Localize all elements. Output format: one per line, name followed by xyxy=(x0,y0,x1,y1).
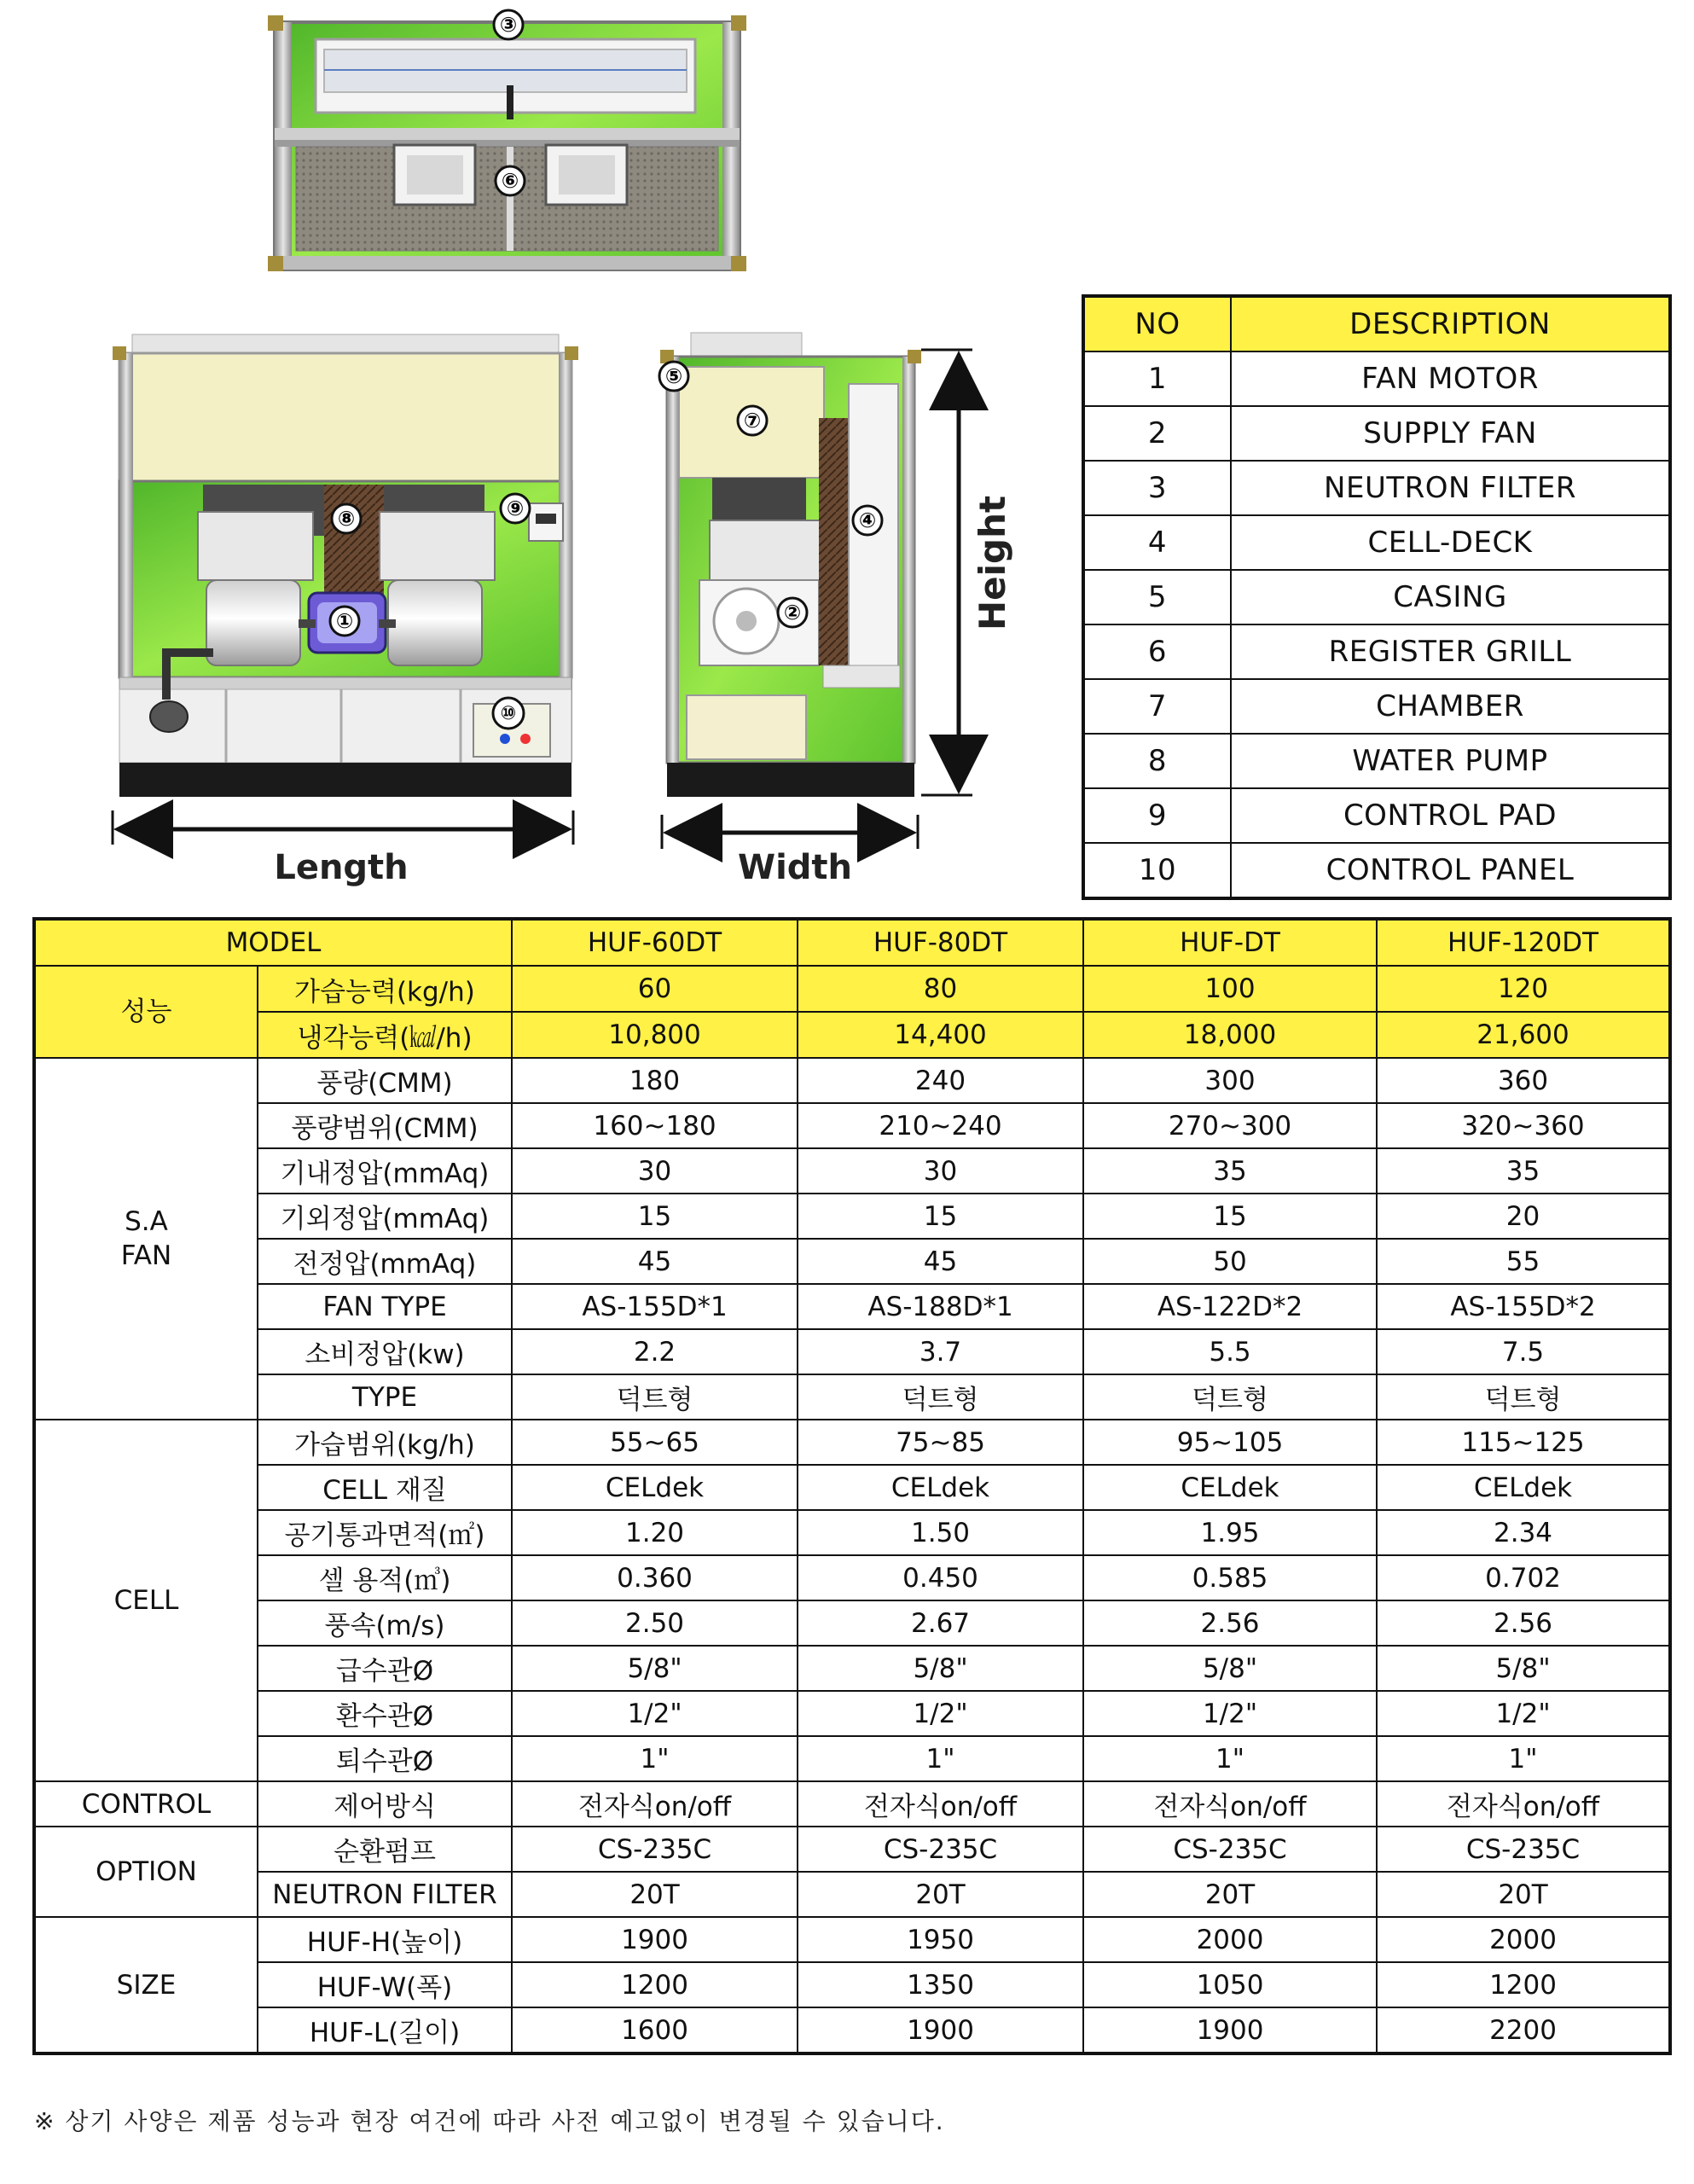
callout-3 xyxy=(494,10,523,39)
spec-value: 2.34 xyxy=(1377,1510,1670,1555)
svg-text:Length: Length xyxy=(274,848,409,887)
legend-row xyxy=(1083,570,1670,624)
spec-table-body xyxy=(34,919,1670,2053)
spec-row xyxy=(34,1239,1670,1284)
legend-description: NEUTRON FILTER xyxy=(1231,461,1670,515)
spec-value: 55~65 xyxy=(512,1420,798,1465)
spec-value: 15 xyxy=(512,1194,798,1239)
callout-7 xyxy=(738,406,767,435)
group-label: S.A FAN xyxy=(120,1206,172,1271)
spec-value: 80 xyxy=(798,966,1083,1012)
callout-4 xyxy=(853,506,882,535)
spec-value: CELdek xyxy=(798,1465,1083,1510)
spec-value: 180 xyxy=(512,1058,798,1103)
model-header-row xyxy=(34,919,1670,966)
spec-row xyxy=(34,1691,1670,1736)
spec-value: 1350 xyxy=(798,1962,1083,2007)
spec-value: 5/8" xyxy=(798,1646,1083,1691)
legend-description: CASING xyxy=(1231,570,1670,624)
spec-value: 240 xyxy=(798,1058,1083,1103)
spec-row-label: 퇴수관Ø xyxy=(258,1736,512,1781)
spec-value: 2.56 xyxy=(1377,1600,1670,1646)
spec-row xyxy=(34,1374,1670,1420)
model-name: HUF-120DT xyxy=(1377,919,1670,966)
svg-text:⑥: ⑥ xyxy=(501,169,519,193)
spec-value: 2.67 xyxy=(798,1600,1083,1646)
spec-value: CELdek xyxy=(1083,1465,1377,1510)
spec-row xyxy=(34,1194,1670,1239)
spec-value: 60 xyxy=(512,966,798,1012)
spec-row-label: HUF-L(길이) xyxy=(258,2007,512,2053)
model-label: MODEL xyxy=(34,919,512,966)
spec-row-label: 풍량범위(CMM) xyxy=(258,1103,512,1148)
svg-text:⑧: ⑧ xyxy=(337,507,356,531)
component-legend-table xyxy=(1082,294,1672,900)
spec-value: 전자식on/off xyxy=(512,1781,798,1827)
legend-description: CHAMBER xyxy=(1231,679,1670,734)
callout-6 xyxy=(496,166,525,195)
model-name: HUF-60DT xyxy=(512,919,798,966)
legend-no: 5 xyxy=(1083,570,1231,624)
spec-value: 21,600 xyxy=(1377,1012,1670,1058)
spec-row-label: 급수관Ø xyxy=(258,1646,512,1691)
spec-value: 20T xyxy=(512,1872,798,1917)
spec-value: 1/2" xyxy=(1377,1691,1670,1736)
legend-row xyxy=(1083,734,1670,788)
spec-value: 100 xyxy=(1083,966,1377,1012)
callout-5 xyxy=(659,362,688,391)
spec-value: 1" xyxy=(1083,1736,1377,1781)
spec-row xyxy=(34,1284,1670,1329)
spec-value: 1" xyxy=(798,1736,1083,1781)
spec-value: 1" xyxy=(1377,1736,1670,1781)
legend-description: FAN MOTOR xyxy=(1231,351,1670,406)
group-label: 성능 xyxy=(120,996,172,1027)
spec-value: 1/2" xyxy=(798,1691,1083,1736)
spec-row-label: 가습범위(kg/h) xyxy=(258,1420,512,1465)
spec-row xyxy=(34,1827,1670,1872)
spec-row-label: HUF-H(높이) xyxy=(258,1917,512,1962)
spec-row xyxy=(34,1646,1670,1691)
svg-text:Width: Width xyxy=(737,848,853,887)
spec-value: 35 xyxy=(1083,1148,1377,1194)
model-name: HUF-DT xyxy=(1083,919,1377,966)
legend-no: 6 xyxy=(1083,624,1231,679)
group-size xyxy=(34,1917,258,2053)
legend-no: 7 xyxy=(1083,679,1231,734)
legend-no: 10 xyxy=(1083,843,1231,898)
legend-description: CELL-DECK xyxy=(1231,515,1670,570)
spec-value: 1200 xyxy=(512,1962,798,2007)
group-label: CONTROL xyxy=(81,1788,212,1820)
spec-value: AS-188D*1 xyxy=(798,1284,1083,1329)
spec-value: 2200 xyxy=(1377,2007,1670,2053)
legend-description: CONTROL PAD xyxy=(1231,788,1670,843)
spec-value: 5/8" xyxy=(512,1646,798,1691)
spec-row-label: TYPE xyxy=(258,1374,512,1420)
spec-value: 45 xyxy=(798,1239,1083,1284)
svg-text:Height: Height xyxy=(972,495,1013,631)
group-label: CELL xyxy=(113,1585,179,1616)
spec-value: 20T xyxy=(798,1872,1083,1917)
spec-value: 1/2" xyxy=(512,1691,798,1736)
callout-1 xyxy=(330,607,359,636)
spec-value: CS-235C xyxy=(798,1827,1083,1872)
spec-value: 14,400 xyxy=(798,1012,1083,1058)
spec-value: 1200 xyxy=(1377,1962,1670,2007)
spec-value: 1600 xyxy=(512,2007,798,2053)
group-label: SIZE xyxy=(116,1969,177,2001)
spec-row xyxy=(34,1329,1670,1374)
spec-value: 1.50 xyxy=(798,1510,1083,1555)
svg-text:④: ④ xyxy=(858,508,877,532)
spec-row-label: 셀 용적(㎥) xyxy=(258,1555,512,1600)
spec-value: 0.702 xyxy=(1377,1555,1670,1600)
svg-text:⑦: ⑦ xyxy=(743,409,762,433)
spec-row-label: NEUTRON FILTER xyxy=(258,1872,512,1917)
spec-row-label: 풍량(CMM) xyxy=(258,1058,512,1103)
legend-header-no: NO xyxy=(1083,296,1231,351)
spec-row xyxy=(34,1510,1670,1555)
spec-value: 0.450 xyxy=(798,1555,1083,1600)
spec-value: 1" xyxy=(512,1736,798,1781)
svg-text:⑤: ⑤ xyxy=(664,364,683,388)
svg-text:⑩: ⑩ xyxy=(500,703,517,724)
spec-value: CS-235C xyxy=(512,1827,798,1872)
spec-value: 덕트형 xyxy=(1377,1374,1670,1420)
spec-value: 2.50 xyxy=(512,1600,798,1646)
spec-value: 95~105 xyxy=(1083,1420,1377,1465)
spec-value: AS-122D*2 xyxy=(1083,1284,1377,1329)
legend-row xyxy=(1083,624,1670,679)
spec-value: 20 xyxy=(1377,1194,1670,1239)
spec-value: 35 xyxy=(1377,1148,1670,1194)
spec-value: 270~300 xyxy=(1083,1103,1377,1148)
legend-row xyxy=(1083,788,1670,843)
spec-value: AS-155D*2 xyxy=(1377,1284,1670,1329)
width-dimension xyxy=(662,815,918,887)
group-performance xyxy=(34,966,258,1058)
spec-value: 2000 xyxy=(1083,1917,1377,1962)
spec-row-label: HUF-W(폭) xyxy=(258,1962,512,2007)
spec-row-label: 가습능력(kg/h) xyxy=(258,966,512,1012)
spec-value: 3.7 xyxy=(798,1329,1083,1374)
spec-row-label: 순환펌프 xyxy=(258,1827,512,1872)
spec-value: 75~85 xyxy=(798,1420,1083,1465)
spec-row xyxy=(34,966,1670,1012)
spec-value: CELdek xyxy=(512,1465,798,1510)
spec-value: 2000 xyxy=(1377,1917,1670,1962)
spec-value: CS-235C xyxy=(1083,1827,1377,1872)
spec-value: 0.360 xyxy=(512,1555,798,1600)
spec-row-label: 기외정압(mmAq) xyxy=(258,1194,512,1239)
legend-no: 4 xyxy=(1083,515,1231,570)
height-dimension xyxy=(921,350,1013,795)
spec-row xyxy=(34,1600,1670,1646)
spec-value: 5/8" xyxy=(1377,1646,1670,1691)
callout-10 xyxy=(493,698,524,729)
spec-value: 전자식on/off xyxy=(1377,1781,1670,1827)
spec-value: 55 xyxy=(1377,1239,1670,1284)
spec-row-label: CELL 재질 xyxy=(258,1465,512,1510)
spec-value: 1900 xyxy=(512,1917,798,1962)
spec-value: 1950 xyxy=(798,1917,1083,1962)
legend-row xyxy=(1083,679,1670,734)
legend-no: 2 xyxy=(1083,406,1231,461)
spec-value: 1.20 xyxy=(512,1510,798,1555)
spec-value: 320~360 xyxy=(1377,1103,1670,1148)
svg-text:①: ① xyxy=(335,609,354,633)
legend-no: 8 xyxy=(1083,734,1231,788)
spec-value: 210~240 xyxy=(798,1103,1083,1148)
spec-value: 15 xyxy=(1083,1194,1377,1239)
side-view-unit xyxy=(660,333,921,797)
spec-value: 7.5 xyxy=(1377,1329,1670,1374)
spec-value: 2.2 xyxy=(512,1329,798,1374)
group-cell xyxy=(34,1420,258,1781)
spec-value: 18,000 xyxy=(1083,1012,1377,1058)
legend-no: 1 xyxy=(1083,351,1231,406)
spec-row-label: 환수관Ø xyxy=(258,1691,512,1736)
spec-value: 0.585 xyxy=(1083,1555,1377,1600)
spec-row xyxy=(34,1148,1670,1194)
group-sa-fan xyxy=(34,1058,258,1420)
spec-value: CS-235C xyxy=(1377,1827,1670,1872)
model-name: HUF-80DT xyxy=(798,919,1083,966)
legend-row xyxy=(1083,843,1670,898)
legend-description: WATER PUMP xyxy=(1231,734,1670,788)
spec-row-label: 제어방식 xyxy=(258,1781,512,1827)
spec-value: 1900 xyxy=(1083,2007,1377,2053)
spec-value: 2.56 xyxy=(1083,1600,1377,1646)
top-view-unit xyxy=(268,15,746,271)
spec-row-label: FAN TYPE xyxy=(258,1284,512,1329)
spec-value: 덕트형 xyxy=(512,1374,798,1420)
spec-value: CELdek xyxy=(1377,1465,1670,1510)
group-label: OPTION xyxy=(96,1856,197,1887)
spec-value: AS-155D*1 xyxy=(512,1284,798,1329)
spec-value: 10,800 xyxy=(512,1012,798,1058)
legend-header-description: DESCRIPTION xyxy=(1231,296,1670,351)
spec-value: 15 xyxy=(798,1194,1083,1239)
spec-value: 300 xyxy=(1083,1058,1377,1103)
spec-value: 30 xyxy=(798,1148,1083,1194)
callout-2 xyxy=(778,598,807,627)
spec-value: 1900 xyxy=(798,2007,1083,2053)
spec-value: 1050 xyxy=(1083,1962,1377,2007)
legend-description: SUPPLY FAN xyxy=(1231,406,1670,461)
spec-row xyxy=(34,1555,1670,1600)
spec-row xyxy=(34,1103,1670,1148)
spec-value: 20T xyxy=(1083,1872,1377,1917)
spec-value: 1/2" xyxy=(1083,1691,1377,1736)
spec-value: 덕트형 xyxy=(798,1374,1083,1420)
callout-9 xyxy=(501,494,530,523)
legend-description: REGISTER GRILL xyxy=(1231,624,1670,679)
spec-row xyxy=(34,1420,1670,1465)
legend-description: CONTROL PANEL xyxy=(1231,843,1670,898)
spec-row xyxy=(34,1962,1670,2007)
spec-row xyxy=(34,1917,1670,1962)
spec-row xyxy=(34,1736,1670,1781)
spec-value: 전자식on/off xyxy=(1083,1781,1377,1827)
spec-row-label: 공기통과면적(㎡) xyxy=(258,1510,512,1555)
svg-text:③: ③ xyxy=(499,13,518,37)
legend-no: 9 xyxy=(1083,788,1231,843)
spec-row-label: 풍속(m/s) xyxy=(258,1600,512,1646)
legend-row xyxy=(1083,351,1670,406)
group-control xyxy=(34,1781,258,1827)
spec-value: 30 xyxy=(512,1148,798,1194)
spec-value: 5.5 xyxy=(1083,1329,1377,1374)
spec-table xyxy=(32,917,1672,2055)
spec-value: 160~180 xyxy=(512,1103,798,1148)
legend-no: 3 xyxy=(1083,461,1231,515)
spec-value: 45 xyxy=(512,1239,798,1284)
spec-value: 20T xyxy=(1377,1872,1670,1917)
spec-value: 1.95 xyxy=(1083,1510,1377,1555)
spec-value: 덕트형 xyxy=(1083,1374,1377,1420)
spec-value: 120 xyxy=(1377,966,1670,1012)
footnote: ※ 상기 사양은 제품 성능과 현장 여건에 따라 사전 예고없이 변경될 수 있습니다. xyxy=(34,2107,945,2135)
spec-value: 360 xyxy=(1377,1058,1670,1103)
group-option xyxy=(34,1827,258,1917)
svg-text:②: ② xyxy=(783,601,802,624)
legend-row xyxy=(1083,461,1670,515)
spec-row xyxy=(34,1781,1670,1827)
spec-value: 전자식on/off xyxy=(798,1781,1083,1827)
spec-row xyxy=(34,1012,1670,1058)
length-dimension xyxy=(113,810,573,887)
callout-8 xyxy=(332,504,361,533)
spec-value: 115~125 xyxy=(1377,1420,1670,1465)
legend-header-row xyxy=(1083,296,1670,351)
spec-row-label: 냉각능력(㎉/h) xyxy=(258,1012,512,1058)
legend-row xyxy=(1083,515,1670,570)
spec-row xyxy=(34,2007,1670,2053)
spec-row-label: 기내정압(mmAq) xyxy=(258,1148,512,1194)
spec-row-label: 전정압(mmAq) xyxy=(258,1239,512,1284)
legend-row xyxy=(1083,406,1670,461)
spec-value: 50 xyxy=(1083,1239,1377,1284)
spec-value: 5/8" xyxy=(1083,1646,1377,1691)
svg-text:⑨: ⑨ xyxy=(506,497,525,520)
spec-row xyxy=(34,1872,1670,1917)
spec-row xyxy=(34,1058,1670,1103)
spec-row-label: 소비정압(kw) xyxy=(258,1329,512,1374)
spec-row xyxy=(34,1465,1670,1510)
